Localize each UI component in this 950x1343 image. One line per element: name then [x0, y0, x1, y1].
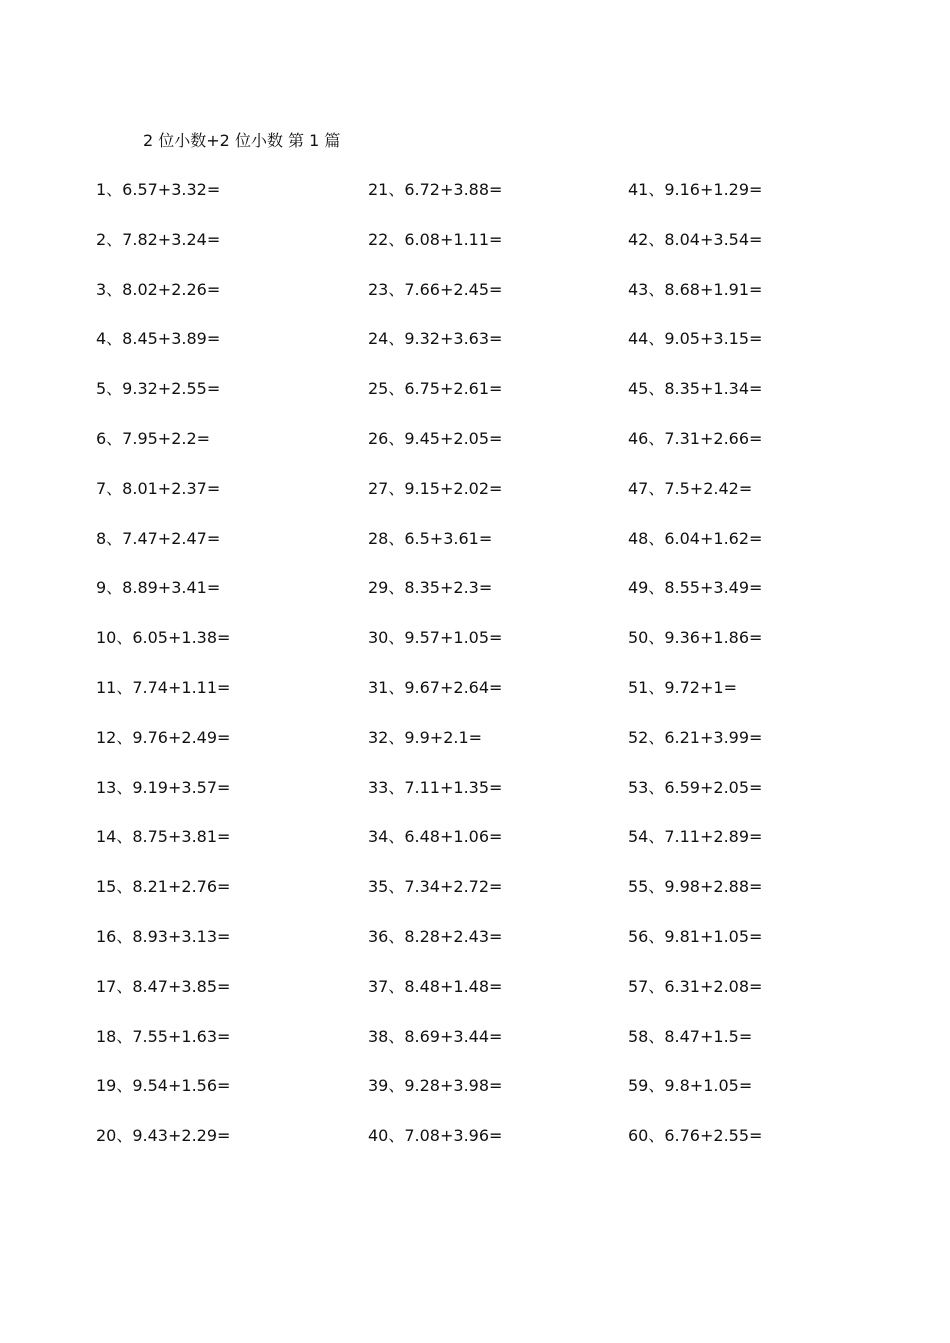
problem-column-2 — [368, 178, 502, 1174]
problem-8: 8、7.47+2.47= — [96, 528, 221, 548]
problem-35: 35、7.34+2.72= — [368, 877, 503, 897]
problem-22: 22、6.08+1.11= — [368, 229, 503, 249]
problem-53: 53、6.59+2.05= — [628, 777, 763, 797]
problem-47: 47、7.5+2.42= — [628, 478, 753, 498]
problem-44: 44、9.05+3.15= — [628, 329, 763, 349]
problem-58: 58、8.47+1.5= — [628, 1026, 753, 1046]
problem-43: 43、8.68+1.91= — [628, 279, 763, 299]
problem-16: 16、8.93+3.13= — [96, 926, 231, 946]
problem-13: 13、9.19+3.57= — [96, 777, 231, 797]
problem-27: 27、9.15+2.02= — [368, 478, 503, 498]
problem-7: 7、8.01+2.37= — [96, 478, 221, 498]
problem-24: 24、9.32+3.63= — [368, 329, 503, 349]
problem-3: 3、8.02+2.26= — [96, 279, 221, 299]
problem-49: 49、8.55+3.49= — [628, 578, 763, 598]
problem-55: 55、9.98+2.88= — [628, 877, 763, 897]
problem-column-3 — [628, 178, 762, 1174]
problem-18: 18、7.55+1.63= — [96, 1026, 231, 1046]
problem-12: 12、9.76+2.49= — [96, 727, 231, 747]
problem-38: 38、8.69+3.44= — [368, 1026, 503, 1046]
problem-20: 20、9.43+2.29= — [96, 1126, 231, 1146]
problem-36: 36、8.28+2.43= — [368, 926, 503, 946]
problem-23: 23、7.66+2.45= — [368, 279, 503, 299]
problem-17: 17、8.47+3.85= — [96, 976, 231, 996]
problem-1: 1、6.57+3.32= — [96, 180, 221, 199]
problem-26: 26、9.45+2.05= — [368, 428, 503, 448]
problem-10: 10、6.05+1.38= — [96, 628, 231, 648]
problem-60: 60、6.76+2.55= — [628, 1126, 763, 1146]
problem-45: 45、8.35+1.34= — [628, 379, 763, 399]
problem-46: 46、7.31+2.66= — [628, 428, 763, 448]
problem-42: 42、8.04+3.54= — [628, 229, 763, 249]
problem-15: 15、8.21+2.76= — [96, 877, 231, 897]
problem-6: 6、7.95+2.2= — [96, 428, 211, 448]
page-title: 2 位小数+2 位小数 第 1 篇 — [143, 131, 341, 150]
problem-4: 4、8.45+3.89= — [96, 329, 221, 349]
problem-column-1 — [96, 178, 230, 1174]
problem-37: 37、8.48+1.48= — [368, 976, 503, 996]
problem-52: 52、6.21+3.99= — [628, 727, 763, 747]
problem-33: 33、7.11+1.35= — [368, 777, 503, 797]
problem-41: 41、9.16+1.29= — [628, 180, 763, 199]
problem-21: 21、6.72+3.88= — [368, 180, 503, 199]
problem-19: 19、9.54+1.56= — [96, 1076, 231, 1096]
problem-34: 34、6.48+1.06= — [368, 827, 503, 847]
problem-59: 59、9.8+1.05= — [628, 1076, 753, 1096]
problem-30: 30、9.57+1.05= — [368, 628, 503, 648]
problem-40: 40、7.08+3.96= — [368, 1126, 503, 1146]
problem-57: 57、6.31+2.08= — [628, 976, 763, 996]
problem-32: 32、9.9+2.1= — [368, 727, 483, 747]
problem-25: 25、6.75+2.61= — [368, 379, 503, 399]
problem-28: 28、6.5+3.61= — [368, 528, 493, 548]
problem-9: 9、8.89+3.41= — [96, 578, 221, 598]
problem-2: 2、7.82+3.24= — [96, 229, 221, 249]
problem-5: 5、9.32+2.55= — [96, 379, 221, 399]
problem-50: 50、9.36+1.86= — [628, 628, 763, 648]
problem-39: 39、9.28+3.98= — [368, 1076, 503, 1096]
problem-56: 56、9.81+1.05= — [628, 926, 763, 946]
problem-48: 48、6.04+1.62= — [628, 528, 763, 548]
problem-51: 51、9.72+1= — [628, 677, 737, 697]
problem-14: 14、8.75+3.81= — [96, 827, 231, 847]
problem-54: 54、7.11+2.89= — [628, 827, 763, 847]
problem-29: 29、8.35+2.3= — [368, 578, 493, 598]
problem-11: 11、7.74+1.11= — [96, 677, 231, 697]
problem-31: 31、9.67+2.64= — [368, 677, 503, 697]
